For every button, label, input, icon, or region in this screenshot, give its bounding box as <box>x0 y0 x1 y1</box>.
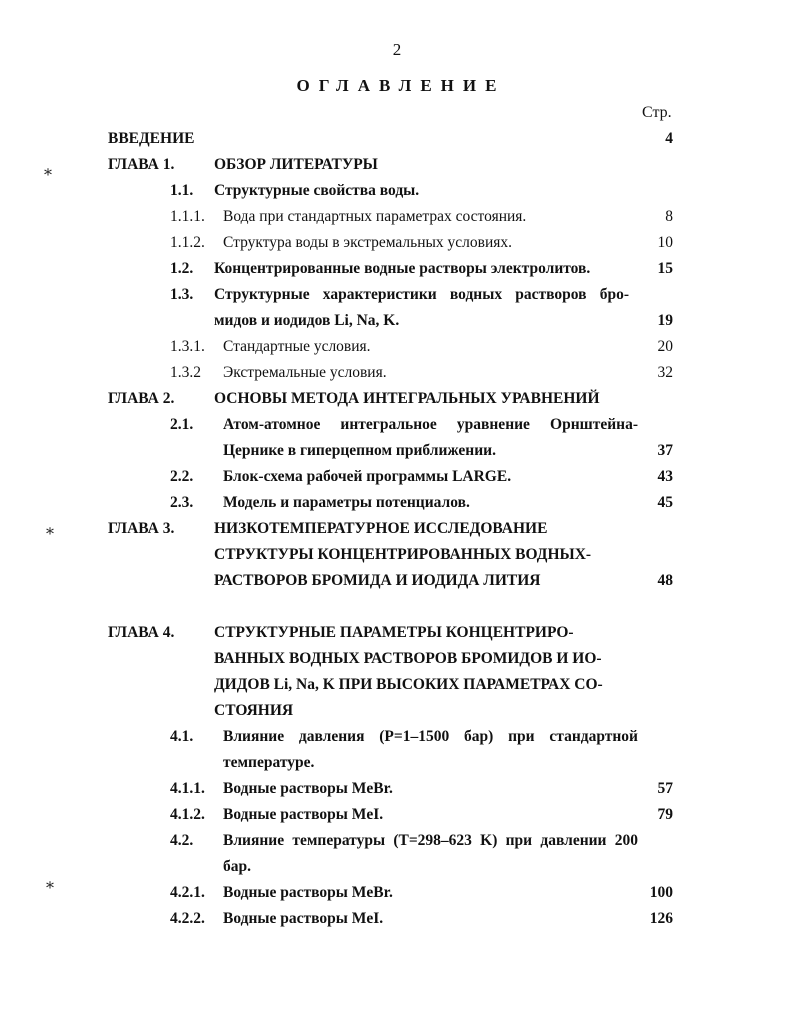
toc-page: 45 <box>657 494 673 511</box>
toc-title: Водные растворы MeBr. <box>223 780 393 797</box>
toc-number: 4.2.2. <box>170 910 205 927</box>
toc-entry-intro[interactable] <box>0 130 794 156</box>
toc-label: ГЛАВА 3. <box>108 520 175 537</box>
toc-title: Стандартные условия. <box>223 338 371 355</box>
toc-title-line2: бар. <box>223 858 251 875</box>
toc-section-4-2-2[interactable] <box>0 910 794 936</box>
toc-chapter-4[interactable] <box>0 624 794 650</box>
toc-title: Структурные свойства воды. <box>214 182 420 199</box>
toc-number: 4.1.2. <box>170 806 205 823</box>
toc-title-line2: Цернике в гиперцепном приближении. <box>223 442 496 459</box>
toc-title: Вода при стандартных параметрах состояния. <box>223 208 527 225</box>
toc-number: 2.1. <box>170 416 194 433</box>
toc-title-line2: ВАННЫХ ВОДНЫХ РАСТВОРОВ БРОМИДОВ И ИО- <box>214 650 602 667</box>
toc-section-1-3-1[interactable] <box>0 338 794 364</box>
scan-mark-icon: ⁎ <box>46 521 54 538</box>
toc-chapter-3[interactable] <box>0 520 794 546</box>
toc-number: 2.3. <box>170 494 194 511</box>
toc-page: 15 <box>657 260 673 277</box>
toc-page: 100 <box>649 884 673 901</box>
toc-section-4-2[interactable] <box>0 832 794 858</box>
toc-page: 57 <box>657 780 673 797</box>
toc-title: Структура воды в экстремальных условиях. <box>223 234 513 251</box>
toc-section-1-3[interactable] <box>0 286 794 312</box>
toc-title-line2: температуре. <box>223 754 315 771</box>
toc-chapter-4-cont[interactable] <box>0 676 794 702</box>
toc-number: 4.2. <box>170 832 194 849</box>
toc-title: Модель и параметры потенциалов. <box>223 494 470 511</box>
toc-label: ВВЕДЕНИЕ <box>108 130 195 147</box>
toc-section-4-2-1[interactable] <box>0 884 794 910</box>
toc-chapter-1[interactable] <box>0 156 794 182</box>
toc-label: ГЛАВА 4. <box>108 624 175 641</box>
toc-section-1-1-1[interactable] <box>0 208 794 234</box>
toc-number: 4.1.1. <box>170 780 205 797</box>
toc-title: ОСНОВЫ МЕТОДА ИНТЕГРАЛЬНЫХ УРАВНЕНИЙ <box>214 390 600 407</box>
toc-section-4-1-1[interactable] <box>0 780 794 806</box>
toc-chapter-4-cont[interactable] <box>0 650 794 676</box>
toc-section-1-2[interactable] <box>0 260 794 286</box>
toc-title-line1: Структурные характеристики водных растворов бро- <box>214 286 629 303</box>
toc-title: Водные растворы MeI. <box>223 806 384 823</box>
toc-page: 32 <box>657 364 673 381</box>
toc-number: 1.1.1. <box>170 208 205 225</box>
toc-number: 1.1.2. <box>170 234 205 251</box>
toc-page: 126 <box>649 910 673 927</box>
toc-section-4-2-cont[interactable] <box>0 858 794 884</box>
toc-title-line1: Влияние температуры (T=298–623 K) при давлении 200 <box>223 832 638 849</box>
toc-title-line1: НИЗКОТЕМПЕРАТУРНОЕ ИССЛЕДОВАНИЕ <box>214 520 548 537</box>
toc-section-2-1[interactable] <box>0 416 794 442</box>
scan-mark-icon: ⁎ <box>46 875 54 892</box>
scan-mark-icon: ⁎ <box>44 162 52 179</box>
toc-section-4-1-2[interactable] <box>0 806 794 832</box>
toc-number: 1.3.2 <box>170 364 201 381</box>
toc-chapter-4-cont[interactable] <box>0 702 794 728</box>
toc-number: 1.2. <box>170 260 194 277</box>
toc-page: 10 <box>657 234 673 251</box>
toc-title: Концентрированные водные растворы электролитов. <box>214 260 591 277</box>
toc-title: ОБЗОР ЛИТЕРАТУРЫ <box>214 156 378 173</box>
toc-section-2-2[interactable] <box>0 468 794 494</box>
toc-section-1-1-2[interactable] <box>0 234 794 260</box>
page-column-header: Стр. <box>642 104 672 121</box>
toc-section-2-3[interactable] <box>0 494 794 520</box>
toc-number: 2.2. <box>170 468 194 485</box>
toc-section-2-1-cont[interactable] <box>0 442 794 468</box>
toc-title: Блок-схема рабочей программы LARGE. <box>223 468 512 485</box>
toc-page: 37 <box>657 442 673 459</box>
toc-label: ГЛАВА 2. <box>108 390 175 407</box>
toc-title: Водные растворы MeI. <box>223 910 384 927</box>
toc-title: Экстремальные условия. <box>223 364 387 381</box>
toc-number: 4.2.1. <box>170 884 205 901</box>
page-number: 2 <box>392 40 402 59</box>
toc-title-line3: РАСТВОРОВ БРОМИДА И ИОДИДА ЛИТИЯ <box>214 572 541 589</box>
toc-section-1-1[interactable] <box>0 182 794 208</box>
toc-label: ГЛАВА 1. <box>108 156 175 173</box>
toc-title-line2: мидов и иодидов Li, Na, K. <box>214 312 400 329</box>
toc-page: 20 <box>657 338 673 355</box>
toc-page: 43 <box>657 468 673 485</box>
toc-chapter-3-cont[interactable] <box>0 572 794 598</box>
toc-chapter-2[interactable] <box>0 390 794 416</box>
toc-page: 8 <box>665 208 673 225</box>
toc-page: 19 <box>657 312 673 329</box>
toc-title-line4: СТОЯНИЯ <box>214 702 294 719</box>
toc-page: 79 <box>657 806 673 823</box>
toc-number: 1.1. <box>170 182 194 199</box>
toc-title-line2: СТРУКТУРЫ КОНЦЕНТРИРОВАННЫХ ВОДНЫХ- <box>214 546 592 563</box>
page-title: ОГЛАВЛЕНИЕ <box>296 76 506 95</box>
toc-section-4-1[interactable] <box>0 728 794 754</box>
toc-page: 4 <box>665 130 673 147</box>
toc-title-line1: Атом-атомное интегральное уравнение Орнштейна- <box>223 416 638 433</box>
toc-number: 1.3.1. <box>170 338 205 355</box>
toc-title: Водные растворы MeBr. <box>223 884 393 901</box>
toc-section-4-1-cont[interactable] <box>0 754 794 780</box>
toc-section-1-3-cont[interactable] <box>0 312 794 338</box>
toc-page: 48 <box>657 572 673 589</box>
toc-chapter-3-cont[interactable] <box>0 546 794 572</box>
toc-title-line1: Влияние давления (P=1–1500 бар) при стандартной <box>223 728 638 745</box>
toc-section-1-3-2[interactable] <box>0 364 794 390</box>
toc-title-line3: ДИДОВ Li, Na, K ПРИ ВЫСОКИХ ПАРАМЕТРАХ СО- <box>214 676 603 693</box>
toc-number: 4.1. <box>170 728 194 745</box>
toc-number: 1.3. <box>170 286 194 303</box>
toc-title-line1: СТРУКТУРНЫЕ ПАРАМЕТРЫ КОНЦЕНТРИРО- <box>214 624 574 641</box>
